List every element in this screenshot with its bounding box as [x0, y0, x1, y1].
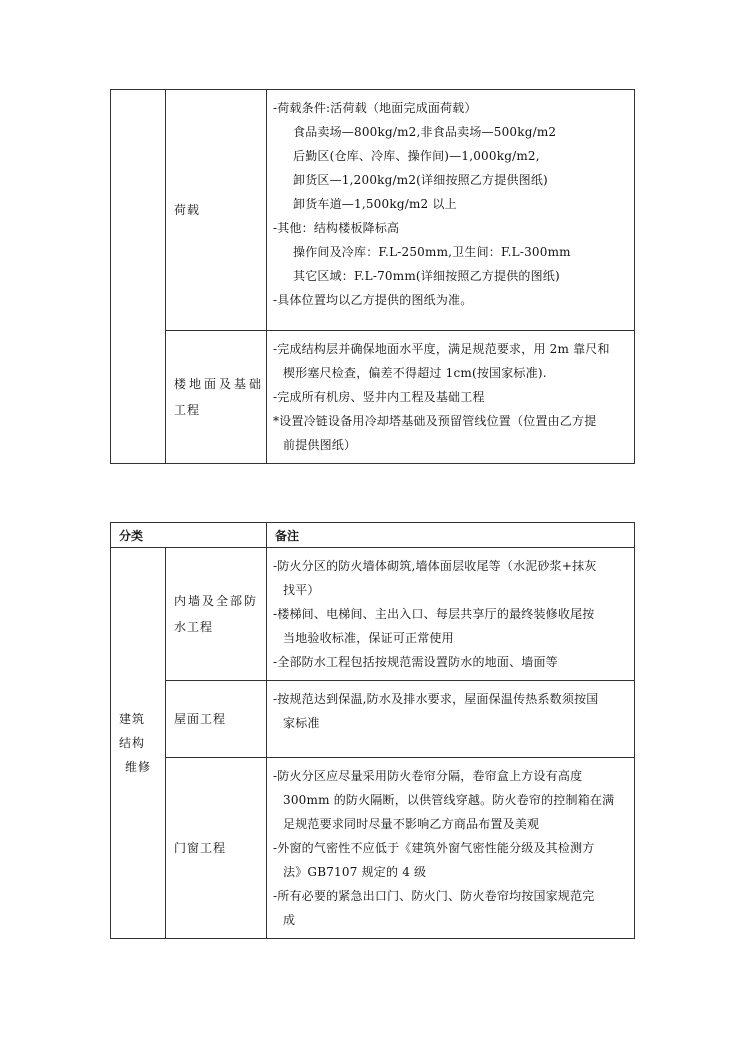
category-cell	[166, 90, 267, 331]
note-line: 其它区域：F.L-70mm(详细按照乙方提供的图纸)	[293, 269, 560, 283]
note-line: *设置冷链设备用冷却塔基础及预留管线位置（位置由乙方提	[273, 414, 597, 428]
header-category: 分类	[111, 523, 267, 548]
note-line: -完成所有机房、竖井内工程及基础工程	[273, 390, 485, 404]
table-row	[111, 331, 635, 464]
note-line: -楼梯间、电梯间、主出入口、每层共享厅的最终装修收尾按	[273, 607, 595, 621]
load-and-floor-table	[110, 89, 635, 464]
notes-cell	[267, 331, 635, 464]
category-cell	[166, 548, 267, 681]
notes-cell	[267, 681, 635, 758]
note-line: -荷载条件:活荷载（地面完成面荷载）	[273, 101, 477, 115]
note-line: -全部防水工程包括按规范需设置防水的地面、墙面等	[273, 655, 558, 669]
note-line: -防火分区应尽量采用防火卷帘分隔，卷帘盒上方设有高度	[273, 769, 583, 783]
category-label: 内墙及全部防	[174, 594, 259, 608]
note-line: 当地验收标准，保证可正常使用	[283, 631, 454, 645]
table-row	[111, 681, 635, 758]
note-line: -其他：结构楼板降标高	[273, 221, 400, 235]
note-line: 卸货区—1,200kg/m2(详细按照乙方提供图纸)	[293, 173, 548, 187]
group-label: 维修	[125, 760, 152, 774]
category-cell	[166, 331, 267, 464]
note-line: -完成结构层并确保地面水平度，满足规范要求，用 2m 靠尺和	[273, 342, 610, 356]
note-line: -所有必要的紧急出口门、防火门、防火卷帘均按国家规范完	[273, 889, 595, 903]
note-line: 足规范要求同时尽量不影响乙方商品布置及美观	[283, 817, 540, 831]
category-label: 水工程	[174, 620, 214, 634]
note-line: -外窗的气密性不应低于《建筑外窗气密性能分级及其检测方	[273, 841, 595, 855]
notes-cell	[267, 90, 635, 331]
notes-cell	[267, 548, 635, 681]
note-line: 法》GB7107 规定的 4 级	[283, 865, 427, 879]
note-line: -防火分区的防火墙体砌筑,墙体面层收尾等（水泥砂浆+抹灰	[273, 559, 597, 573]
table-row	[111, 90, 635, 331]
group-label: 建筑	[119, 712, 146, 726]
note-line: 找平）	[283, 583, 320, 597]
note-line: 前提供图纸）	[283, 438, 357, 452]
group-cell-empty	[111, 90, 166, 464]
building-structure-table	[110, 522, 635, 939]
note-line: 楔形塞尺检查，偏差不得超过 1cm(按国家标准).	[283, 366, 547, 380]
note-line: 食品卖场—800kg/m2,非食品卖场—500kg/m2	[293, 125, 557, 139]
category-label: 门窗工程	[174, 841, 227, 855]
table-row	[111, 548, 635, 681]
category-cell	[166, 758, 267, 939]
note-line: -按规范达到保温,防水及排水要求，屋面保温传热系数须按国	[273, 692, 599, 706]
group-label: 结构	[119, 736, 146, 750]
category-cell	[166, 681, 267, 758]
category-label: 荷载	[174, 203, 201, 217]
category-label: 楼地面及基础	[174, 377, 265, 391]
table-row	[111, 758, 635, 939]
note-line: 家标准	[283, 716, 320, 730]
group-cell	[111, 548, 166, 939]
note-line: -具体位置均以乙方提供的图纸为准。	[273, 293, 473, 307]
header-notes: 备注	[267, 523, 635, 548]
note-line: 卸货车道—1,500kg/m2 以上	[293, 197, 457, 211]
table-header-row	[111, 523, 635, 548]
category-label: 工程	[174, 403, 201, 417]
note-line: 300mm 的防火隔断，以供管线穿越。防火卷帘的控制箱在满	[283, 793, 615, 807]
note-line: 后勤区(仓库、冷库、操作间)—1,000kg/m2,	[293, 149, 540, 163]
category-label: 屋面工程	[174, 712, 227, 726]
note-line: 成	[283, 913, 296, 927]
notes-cell	[267, 758, 635, 939]
note-line: 操作间及冷库：F.L-250mm,卫生间：F.L-300mm	[293, 245, 571, 259]
